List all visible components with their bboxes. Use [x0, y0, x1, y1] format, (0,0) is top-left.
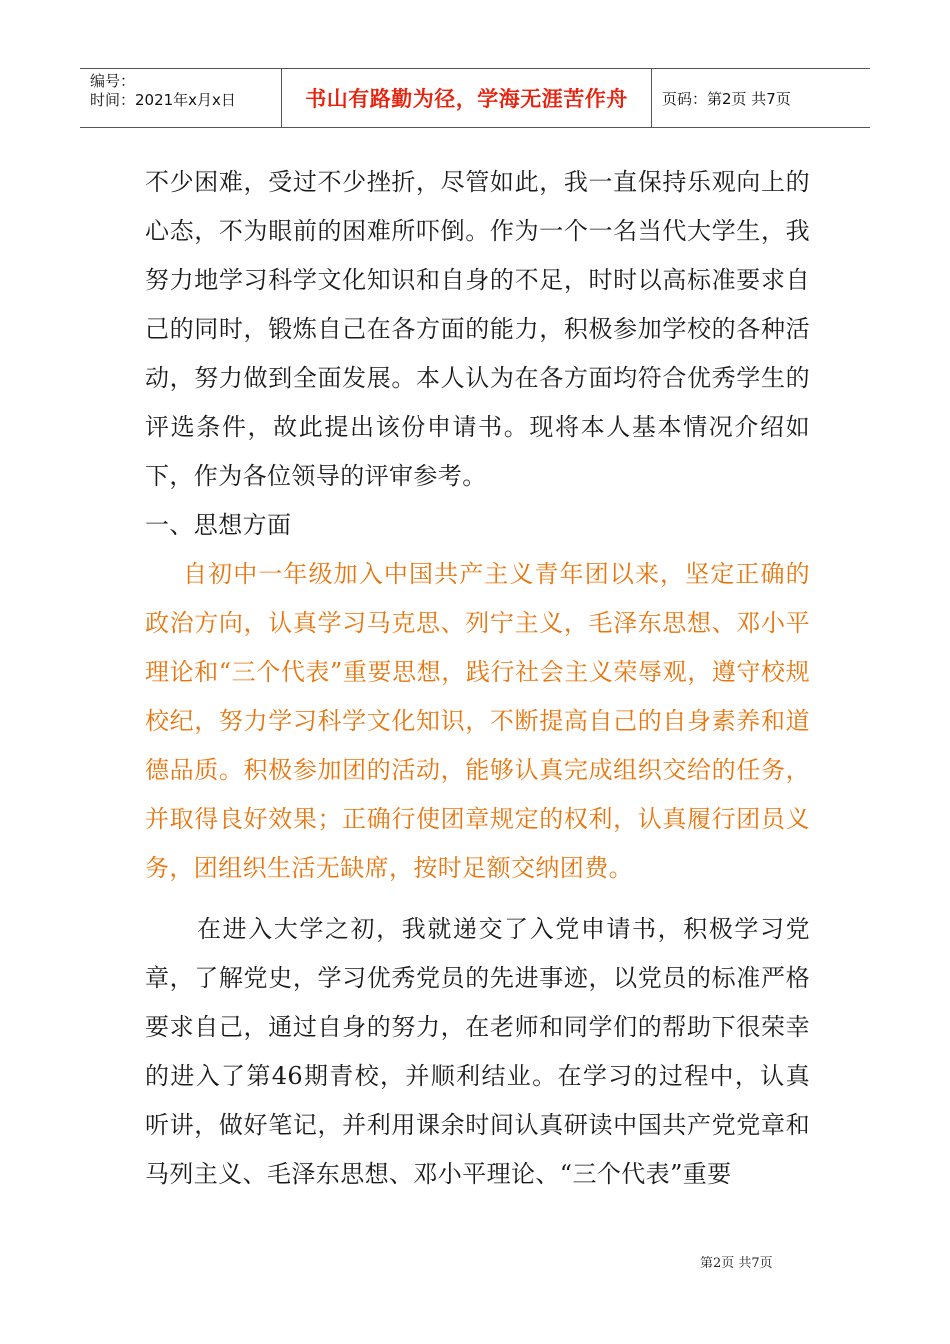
document-body	[145, 158, 810, 1199]
page-footer: 第2页 共7页	[700, 1256, 773, 1271]
header-meta	[80, 69, 282, 127]
code-label: 编号：	[90, 72, 136, 90]
paragraph-continuation: 不少困难，受过不少挫折，尽管如此，我一直保持乐观向上的心态，不为眼前的困难所吓倒。作为一个一名当代大学生，我努力地学习科学文化知识和自身的不足，时时以高标准要求自己的同时，锻炼自己在各方面的能力，积极参加学校的各种活动，努力做到全面发展。本人认为在各方面均符合优秀学生的评选条件，故此提出该份申请书。现将本人基本情况介绍如下，作为各位领导的评审参考。	[145, 168, 810, 490]
date-line: 时间：2021年x月x日	[90, 91, 236, 109]
paragraph-league-membership: 自初中一年级加入中国共产主义青年团以来，坚定正确的政治方向，认真学习马克思、列宁主义，毛泽东思想、邓小平理论和“三个代表”重要思想，践行社会主义荣辱观，遵守校规校纪，努力学习科学文化知识，不断提高自己的自身素养和道德品质。积极参加团的活动，能够认真完成组织交给的任务，并取得良好效果；正确行使团章规定的权利，认真履行团员义务，团组织生活无缺席，按时足额交纳团费。	[145, 560, 810, 882]
paragraph-party-application: 在进入大学之初，我就递交了入党申请书，积极学习党章，了解党史，学习优秀党员的先进事迹，以党员的标准严格要求自己，通过自身的努力，在老师和同学们的帮助下很荣幸的进入了第46期青校，并顺利结业。在学习的过程中，认真听讲，做好笔记，并利用课余时间认真研读中国共产党党章和马列主义、毛泽东思想、邓小平理论、“三个代表”重要	[145, 915, 810, 1188]
section-heading-ideology: 一、思想方面	[145, 511, 292, 539]
page-header	[80, 68, 870, 128]
header-motto: 书山有路勤为径，学海无涯苦作舟	[282, 69, 652, 127]
header-page-info: 页码：第2页 共7页	[662, 89, 791, 108]
